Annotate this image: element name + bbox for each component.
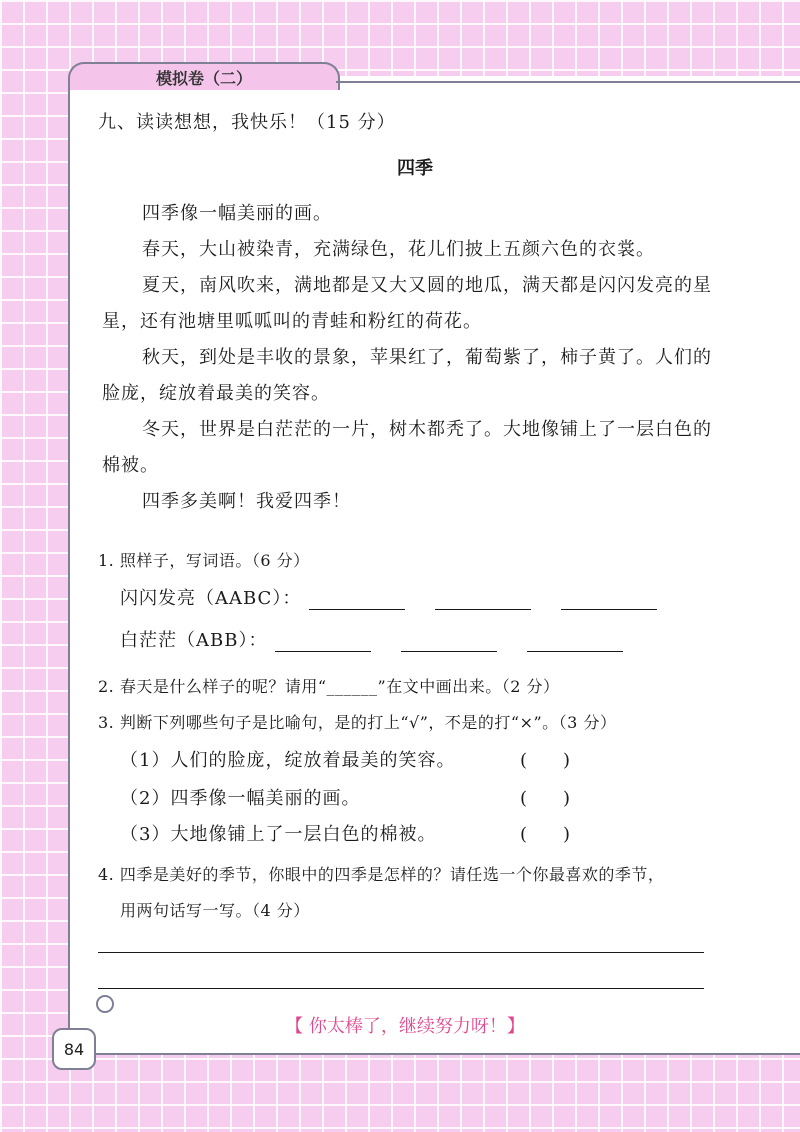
section-tab: 模拟卷（二）: [68, 62, 340, 90]
header-rule: [336, 81, 800, 83]
poem-title: 四季: [397, 158, 433, 179]
binder-ring-icon: [96, 995, 114, 1013]
answer-parentheses[interactable]: ( ): [520, 788, 571, 809]
poem-paragraph: 春天，大山被染青，充满绿色，花儿们披上五颜六色的衣裳。: [142, 239, 655, 260]
answer-blank[interactable]: [435, 587, 531, 610]
poem-paragraph: 夏天，南风吹来，满地都是又大又圆的地瓜，满天都是闪闪发亮的星星，还有池塘里呱呱叫的青蛙和粉红的荷花。: [102, 275, 712, 332]
sub-question-3: 3. 判断下列哪些句子是比喻句，是的打上“√”，不是的打“×”。（3 分）: [98, 713, 617, 732]
page-number: 84: [52, 1028, 96, 1070]
answer-blank[interactable]: [561, 587, 657, 610]
answer-blank[interactable]: [527, 629, 623, 652]
sub-question-1: 1. 照样子，写词语。（6 分）: [98, 551, 310, 570]
question-title: 九、读读想想，我快乐！（15 分）: [98, 112, 396, 133]
answer-parentheses[interactable]: ( ): [520, 824, 571, 845]
sub-question-4-cont: 用两句话写一写。（4 分）: [120, 901, 310, 920]
sub-question-2: 2. 春天是什么样子的呢？请用“______”在文中画出来。（2 分）: [98, 677, 560, 696]
word-row-label: 白茫茫（ABB）：: [120, 630, 268, 651]
poem-paragraph: 冬天，世界是白茫茫的一片，树木都秃了。大地像铺上了一层白色的棉被。: [102, 419, 712, 476]
writing-line[interactable]: [98, 988, 704, 989]
footer-rule: [96, 1053, 800, 1055]
judge-item: （1）人们的脸庞，绽放着最美的笑容。: [120, 750, 456, 771]
judge-item: （2）四季像一幅美丽的画。: [120, 788, 361, 809]
word-row-label: 闪闪发亮（AABC）：: [120, 588, 302, 609]
poem-paragraph: 四季像一幅美丽的画。: [142, 203, 332, 224]
answer-blank[interactable]: [275, 629, 371, 652]
writing-line[interactable]: [98, 952, 704, 953]
word-row-aabc: [120, 584, 687, 610]
encouragement-text: 【 你太棒了，继续努力呀！】: [285, 1016, 525, 1037]
answer-blank[interactable]: [309, 587, 405, 610]
word-row-abb: [120, 626, 653, 652]
answer-parentheses[interactable]: ( ): [520, 750, 571, 771]
poem-paragraph: 四季多美啊！我爱四季！: [142, 491, 351, 512]
answer-blank[interactable]: [401, 629, 497, 652]
sub-question-4: 4. 四季是美好的季节，你眼中的四季是怎样的？请任选一个你最喜欢的季节，: [98, 865, 665, 884]
poem-paragraph: 秋天，到处是丰收的景象，苹果红了，葡萄紫了，柿子黄了。人们的脸庞，绽放着最美的笑容。: [102, 347, 712, 404]
judge-item: （3）大地像铺上了一层白色的棉被。: [120, 824, 437, 845]
